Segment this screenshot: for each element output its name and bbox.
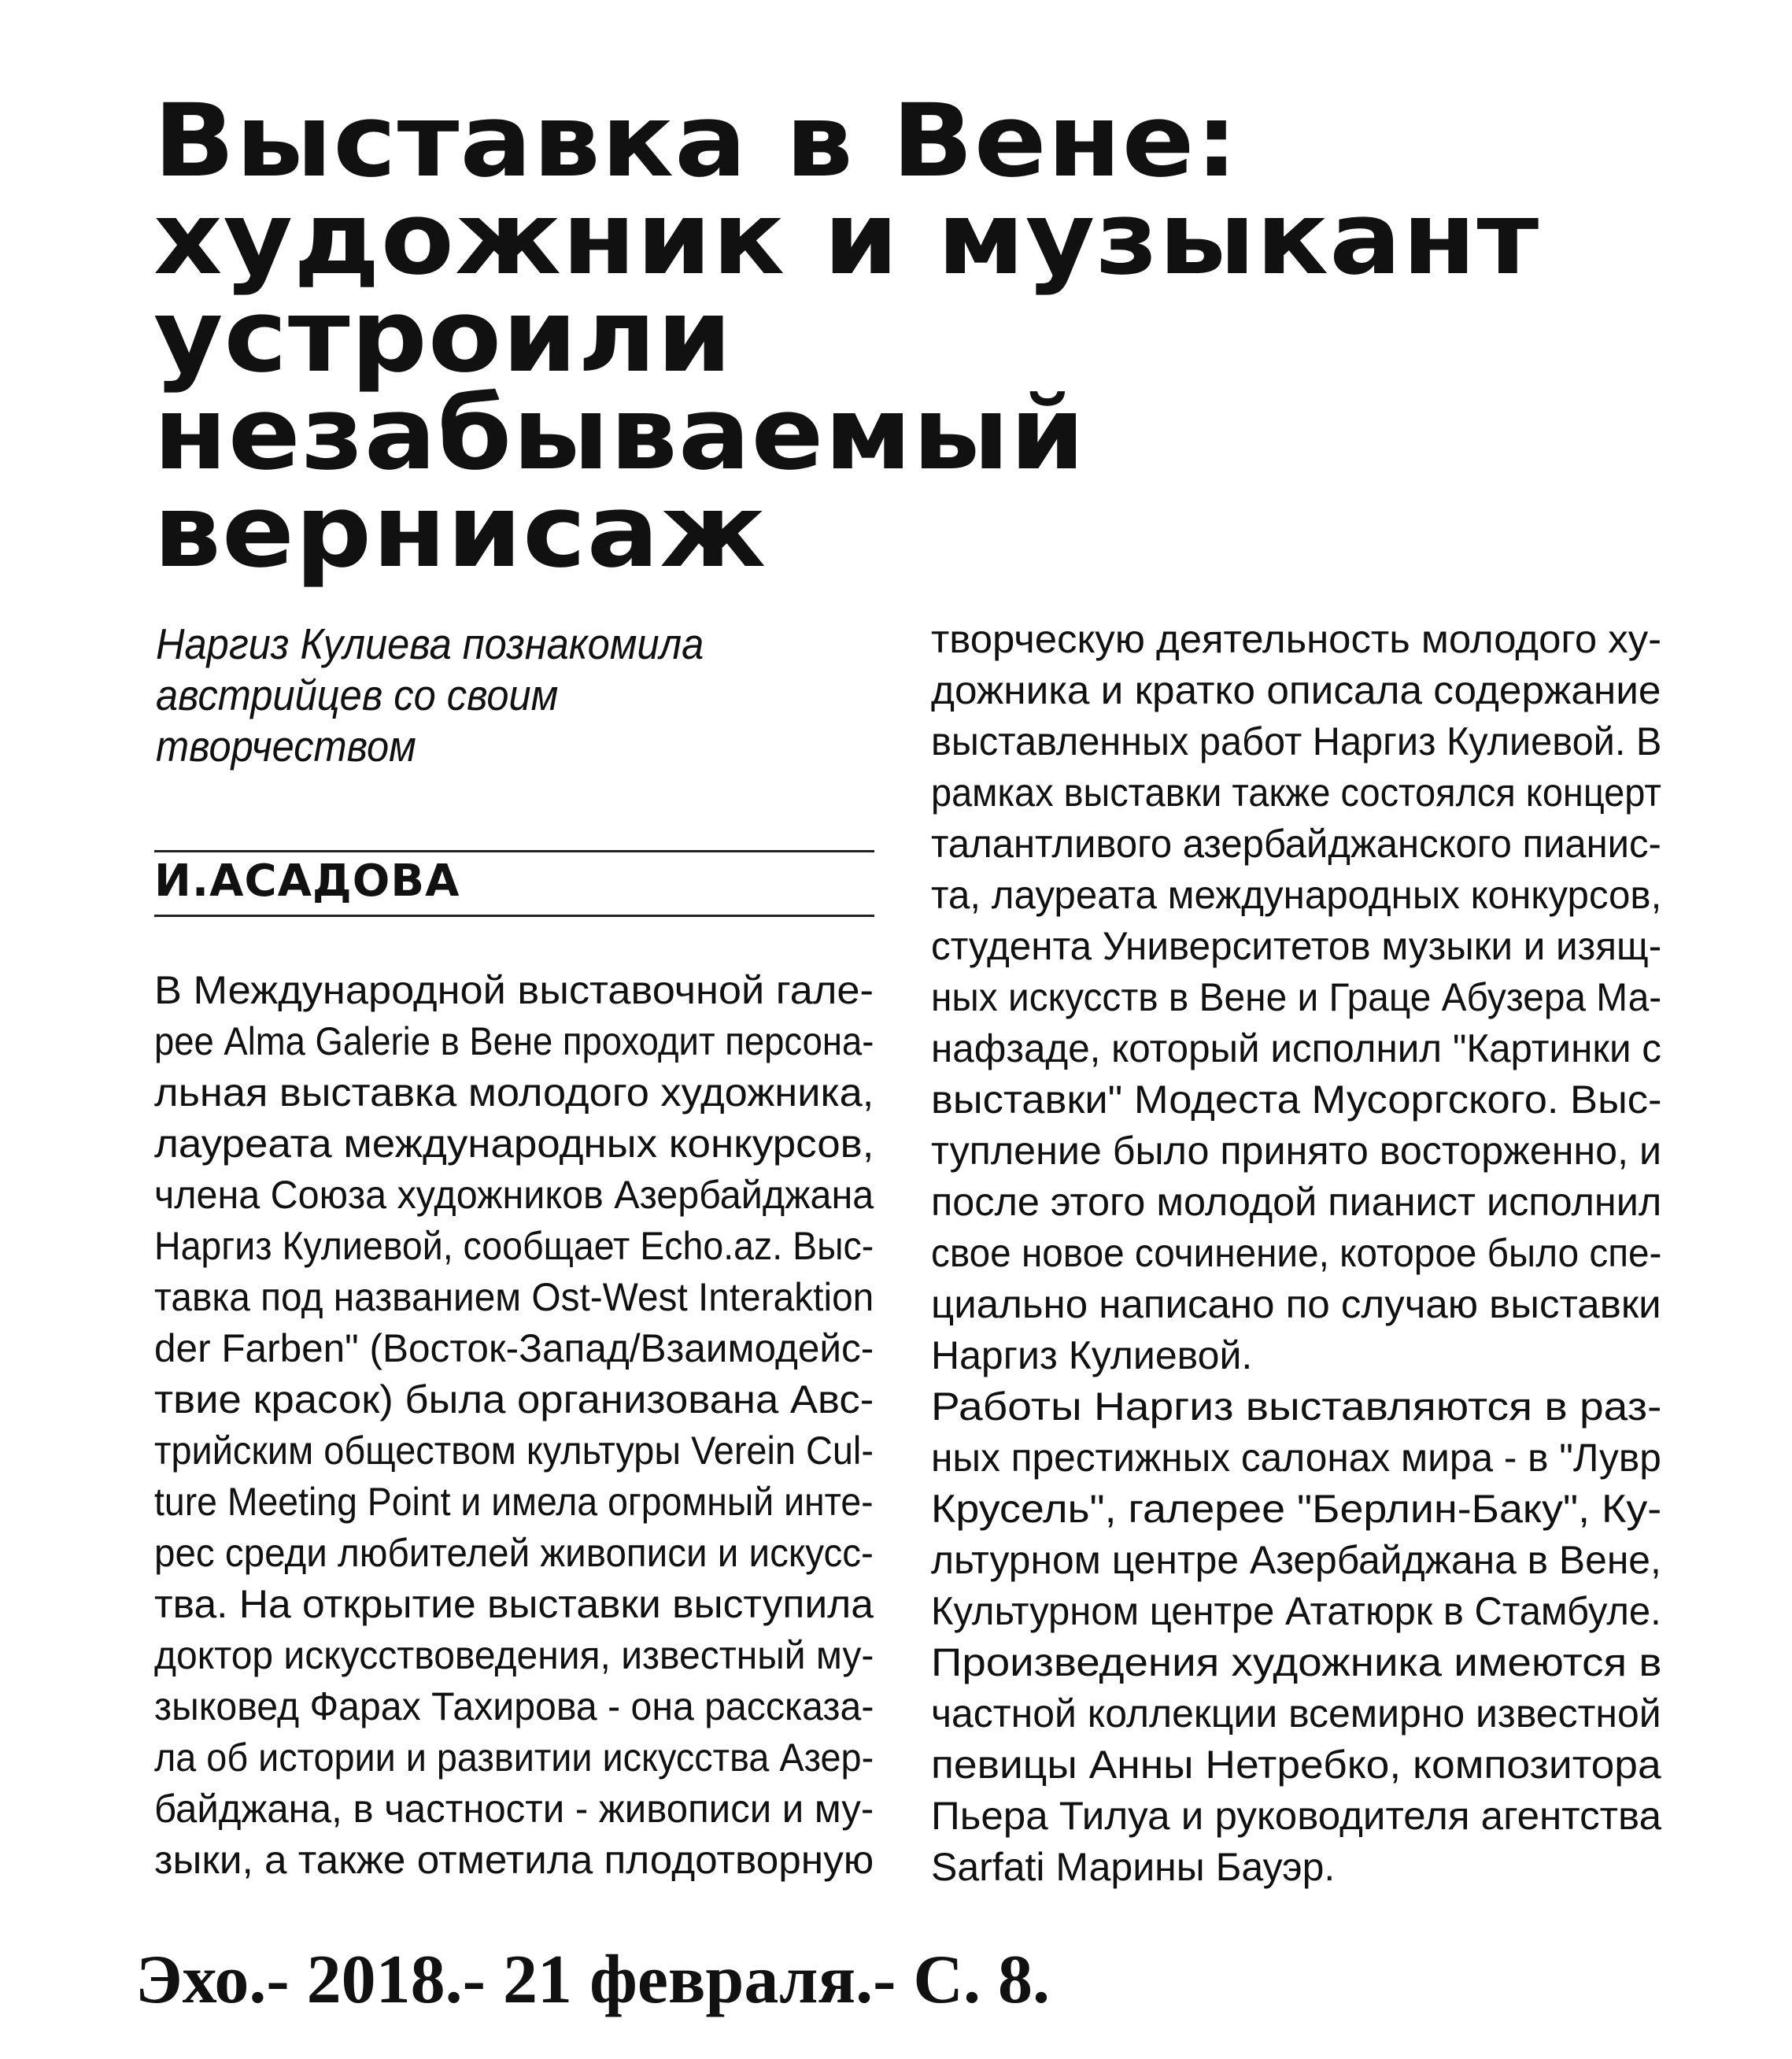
text-line: твие красок) была организована Авс- xyxy=(154,1377,874,1421)
text-line: Наргиз Кулиевой. xyxy=(931,1333,1253,1377)
text-line: свое новое сочинение, которое было спе- xyxy=(931,1231,1662,1275)
text-line: Наргиз Кулиевой, сообщает Echo.az. Выс- xyxy=(154,1224,874,1268)
text-line: дожника и кратко описала содержание xyxy=(931,668,1661,712)
text-line: Культурном центре Ататюрк в Стамбуле. xyxy=(931,1589,1661,1633)
text-line: та, лауреата международных конкурсов, xyxy=(931,873,1662,917)
text-line: тавка под названием Ost-West Interaktion xyxy=(154,1275,874,1319)
text-line: В Международной выставочной гале- xyxy=(154,968,874,1012)
text-line: Пьера Тилуа и руководителя агентства xyxy=(931,1794,1662,1838)
text-line: рее Alma Galerie в Вене проходит персона- xyxy=(154,1019,874,1063)
text-line: творческую деятельность молодого ху- xyxy=(931,617,1662,661)
text-line: трийским обществом культуры Verein Cul- xyxy=(154,1429,874,1473)
text-line: льная выставка молодого художника, xyxy=(154,1070,874,1115)
text-line: рамках выставки также состоялся концерт xyxy=(931,771,1661,815)
right-column xyxy=(931,614,1661,1893)
headline-line: вернисаж xyxy=(153,473,767,590)
text-line: ла об истории и развитии искусства Азер- xyxy=(154,1736,874,1780)
text-line: тупление было принято восторженно, и xyxy=(931,1129,1662,1173)
subtitle-line: Наргиз Кулиева познакомила xyxy=(156,619,704,668)
author-rule-bottom xyxy=(154,915,874,917)
text-line: выставленных работ Наргиз Кулиевой. В xyxy=(931,719,1662,763)
headline-line: незабываемый xyxy=(153,375,1086,493)
text-line: льтурном центре Азербайджана в Вене, xyxy=(931,1538,1661,1582)
text-line: байджана, в частности - живописи и му- xyxy=(154,1787,874,1831)
text-line: циально написано по случаю выставки xyxy=(931,1282,1661,1326)
subtitle-line: творчеством xyxy=(156,722,416,771)
text-line: нафзаде, который исполнил "Картинки с xyxy=(931,1026,1661,1070)
text-line: студента Университетов музыки и изящ- xyxy=(931,924,1662,968)
text-line: доктор искусствоведения, известный му- xyxy=(154,1633,874,1677)
text-line: рес среди любителей живописи и искусс- xyxy=(154,1531,874,1575)
headline-line: устроили xyxy=(153,278,733,395)
text-line: певицы Анны Нетребко, композитора xyxy=(931,1743,1661,1787)
author-rule-top xyxy=(154,850,874,852)
headline-line: Выставка в Вене: xyxy=(153,83,1239,200)
text-line: Крусель", галерее "Берлин-Баку", Ку- xyxy=(931,1487,1662,1531)
text-line: частной коллекции всемирно известной xyxy=(931,1691,1661,1736)
text-line: зыки, а также отметила плодотворную xyxy=(154,1838,874,1882)
text-line: ных искусств в Вене и Граце Абузера Ма- xyxy=(931,975,1662,1019)
headline-line: художник и музыкант xyxy=(153,180,1540,298)
text-line: после этого молодой пианист исполнил xyxy=(931,1180,1662,1224)
text-line: лауреата международных конкурсов, xyxy=(154,1122,874,1166)
text-line: члена Союза художников Азербайджана xyxy=(154,1173,874,1217)
subtitle xyxy=(156,619,793,772)
text-line: Работы Наргиз выставляются в раз- xyxy=(931,1384,1662,1429)
text-line: ных престижных салонах мира - в "Лувр xyxy=(931,1436,1661,1480)
text-line: Sarfati Марины Бауэр. xyxy=(931,1845,1336,1889)
subtitle-line: австрийцев со своим xyxy=(156,671,559,719)
left-column xyxy=(154,965,874,1886)
author-byline: И.АСАДОВА xyxy=(154,856,460,907)
text-line: выставки" Модеста Мусоргского. Выс- xyxy=(931,1078,1662,1122)
text-line: Произведения художника имеются в xyxy=(931,1640,1662,1684)
text-line: тва. На открытие выставки выступила xyxy=(154,1582,874,1626)
text-line: зыковед Фарах Тахирова - она рассказа- xyxy=(154,1684,874,1728)
source-citation: Эхо.- 2018.- 21 февраля.- С. 8. xyxy=(135,1942,1050,2018)
text-line: талантливого азербайджанского пианис- xyxy=(931,822,1661,866)
text-line: ture Meeting Point и имела огромный инте- xyxy=(154,1480,874,1524)
headline xyxy=(153,83,1738,590)
text-line: der Farben" (Восток-Запад/Взаимодейс- xyxy=(154,1326,874,1370)
